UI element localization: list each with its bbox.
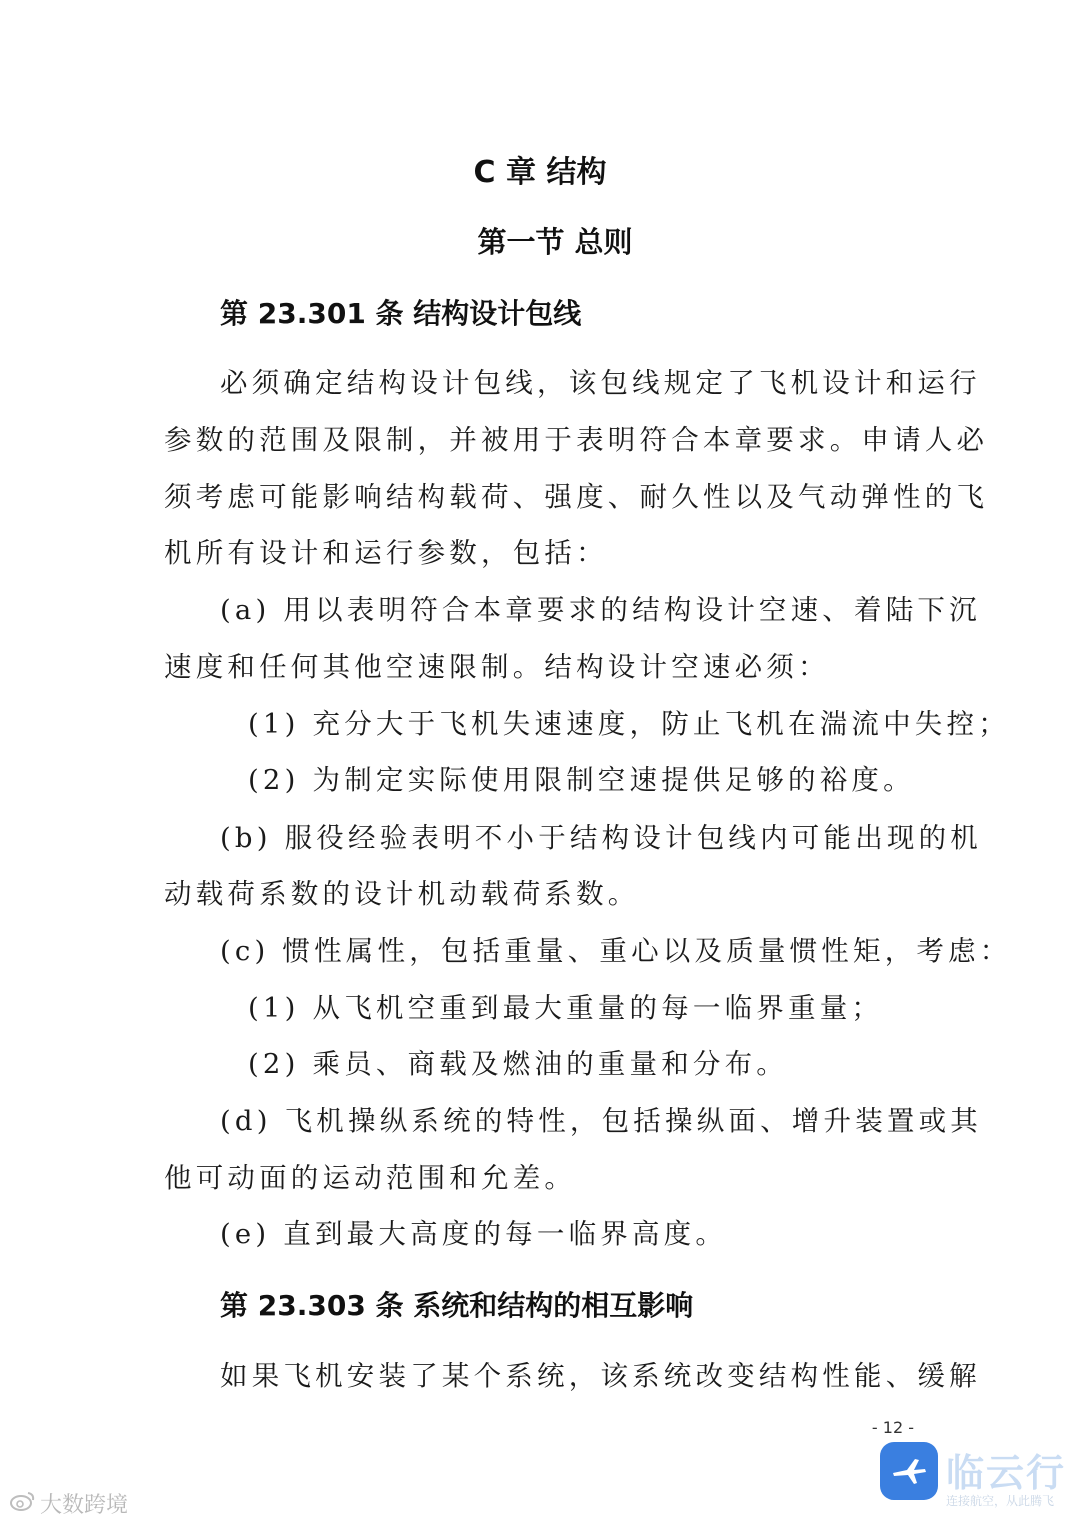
paragraph-line: 如果飞机安装了某个系统，该系统改变结构性能、缓解 <box>220 1360 981 1392</box>
sub-item-c1: (1) 从飞机空重到最大重量的每一临界重量； <box>248 992 884 1024</box>
section-title: 第一节 总则 <box>477 225 633 259</box>
paragraph-line: 动载荷系数的设计机动载荷系数。 <box>164 878 640 910</box>
watermark-slogan: 连接航空，从此腾飞 <box>946 1494 1055 1508</box>
paragraph-line: 参数的范围及限制，并被用于表明符合本章要求。申请人必 <box>164 424 989 456</box>
list-item-b: (b) 服役经验表明不小于结构设计包线内可能出现的机 <box>220 822 983 854</box>
paragraph-line: 机所有设计和运行参数，包括： <box>164 537 608 569</box>
article-23-303-heading: 第 23.303 条 系统和结构的相互影响 <box>220 1289 694 1322</box>
paragraph-line: 他可动面的运动范围和允差。 <box>164 1162 577 1194</box>
list-item-a: (a) 用以表明符合本章要求的结构设计空速、着陆下沉 <box>220 594 981 626</box>
list-item-d: (d) 飞机操纵系统的特性，包括操纵面、增升装置或其 <box>220 1105 983 1137</box>
paragraph-line: 必须确定结构设计包线，该包线规定了飞机设计和运行 <box>220 367 981 399</box>
watermark-left-text: 大数跨境 <box>40 1493 129 1518</box>
sub-item-c2: (2) 乘员、商载及燃油的重量和分布。 <box>248 1048 788 1080</box>
watermark-brand: 临云行 <box>946 1451 1067 1495</box>
list-item-e: (e) 直到最大高度的每一临界高度。 <box>220 1218 728 1250</box>
watermark-left <box>10 1488 128 1519</box>
paragraph-line: 速度和任何其他空速限制。结构设计空速必须： <box>164 651 830 683</box>
article-23-301-heading: 第 23.301 条 结构设计包线 <box>220 297 582 330</box>
airplane-icon <box>880 1442 938 1500</box>
watermark-logo <box>880 1442 1070 1522</box>
chapter-title: C 章 结构 <box>473 155 607 190</box>
sub-item-a2: (2) 为制定实际使用限制空速提供足够的裕度。 <box>248 764 915 796</box>
page-number: - 12 - <box>871 1418 914 1437</box>
sub-item-a1: (1) 充分大于飞机失速速度，防止飞机在湍流中失控； <box>248 708 1010 740</box>
paragraph-line: 须考虑可能影响结构载荷、强度、耐久性以及气动弹性的飞 <box>164 481 989 513</box>
list-item-c: (c) 惯性属性，包括重量、重心以及质量惯性矩，考虑： <box>220 935 1012 967</box>
weibo-icon <box>10 1490 36 1518</box>
